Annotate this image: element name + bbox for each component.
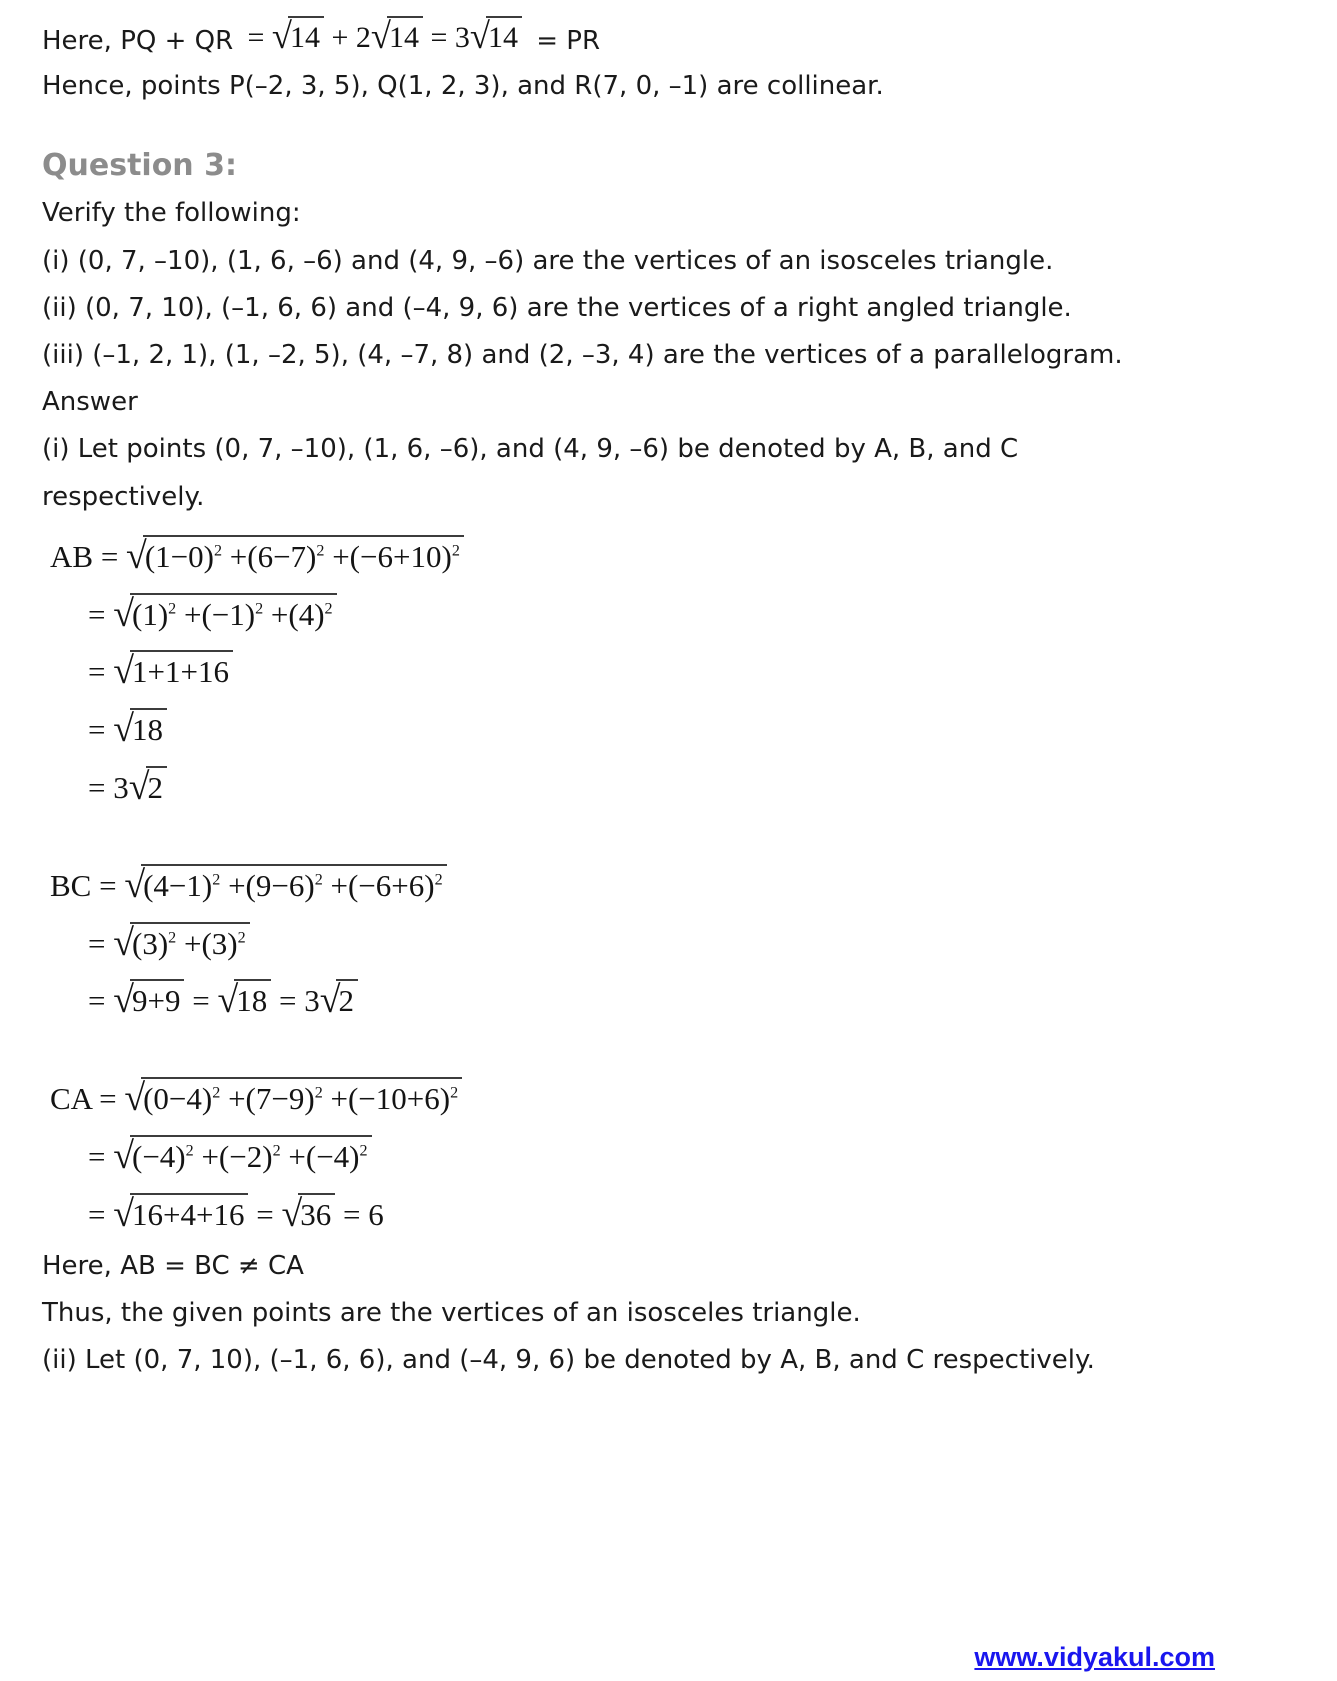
answer-label: Answer [42, 387, 138, 418]
conclusion-line-1: Here, AB = BC ≠ CA [42, 1250, 304, 1281]
radicand: 16+4+16 [130, 1193, 248, 1233]
sqrt-expression [126, 535, 464, 575]
equation-line: = √1+1+16 [88, 650, 1297, 690]
question-item-ii: (ii) (0, 7, 10), (–1, 6, 6) and (–4, 9, 6) are the vertices of a right angled triangle. [42, 292, 1072, 323]
radical-sign: √ [113, 650, 134, 693]
sqrt-expression [470, 16, 522, 56]
sqrt-expression [319, 979, 358, 1022]
radicand: 2 [336, 979, 358, 1019]
radicand: 18 [130, 708, 167, 748]
radical-sign: √ [124, 863, 146, 906]
radical-sign: √ [113, 921, 134, 964]
radical-sign: √ [281, 1192, 303, 1235]
superscript: 2 [359, 1142, 368, 1160]
sqrt-expression [217, 979, 271, 1022]
equation-line: AB = $√(1-0)^2 +(6-7)^2 +(-6+10)^2$ [50, 535, 1297, 575]
radicand: 9+9 [130, 979, 184, 1019]
radicand: $(3)^2 +(3)^2$ [130, 922, 250, 962]
sqrt-expression [124, 864, 446, 904]
equation-line: BC = $√(4-1)^2 +(9-6)^2 +(-6+6)^2$ [50, 864, 1297, 904]
equation-block-ab [50, 535, 1297, 806]
radical-sign: √ [113, 979, 134, 1022]
sqrt-expression [272, 16, 324, 56]
superscript: 2 [237, 929, 246, 947]
equation-line: = √16+4+16 = √36 = 6 [88, 1192, 384, 1235]
superscript: 2 [213, 542, 223, 560]
radicand: 36 [298, 1193, 335, 1233]
radical-sign: √ [370, 15, 391, 56]
equation-line: = $√(1)^2 +(-1)^2 +(4)^2$ [88, 593, 1297, 633]
superscript: 2 [314, 1084, 323, 1102]
equation-line: = 3√2 [88, 766, 1297, 806]
radicand: 14 [486, 16, 522, 56]
radical-sign: √ [217, 979, 239, 1022]
sqrt-expression [113, 708, 167, 751]
radical-sign: √ [113, 592, 134, 635]
equation-line: = √18 [88, 708, 1297, 748]
superscript: 2 [451, 542, 460, 560]
radicand: 14 [288, 16, 324, 56]
radical-sign: √ [113, 708, 134, 751]
sqrt-expression [113, 593, 336, 633]
radicand: 1+1+16 [130, 650, 233, 690]
superscript: 2 [212, 1084, 221, 1102]
superscript: 2 [168, 929, 177, 947]
radicand: 18 [234, 979, 271, 1019]
sqrt-expression [113, 1135, 371, 1175]
radical-sign: √ [469, 15, 490, 56]
radicand: $(1)^2 +(-1)^2 +(4)^2$ [130, 593, 337, 633]
answer-para-line-2: respectively. [42, 481, 205, 512]
equation-block-bc [50, 863, 1297, 1022]
sqrt-expression [124, 1077, 462, 1120]
intro-line-1-prefix: Here, PQ + QR [42, 26, 242, 56]
radical-sign: √ [124, 1077, 146, 1120]
sqrt-expression [113, 922, 249, 962]
question-intro: Verify the following: [42, 198, 301, 229]
sqrt-expression [371, 16, 423, 56]
sqrt-expression [281, 1193, 335, 1233]
radicand: 2 [146, 766, 168, 806]
superscript: 2 [314, 871, 323, 889]
equation-line: CA = $√(0-4)^2 +(7-9)^2 +(-10+6)^2$ [50, 1077, 1297, 1117]
radicand: 14 [387, 16, 423, 56]
radicand: $(0-4)^2 +(7-9)^2 +(-10+6)^2$ [141, 1077, 462, 1117]
conclusion-line-2: Thus, the given points are the vertices of an isosceles triangle. [42, 1297, 861, 1328]
equation-line: = $√(-4)^2 +(-2)^2 +(-4)^2$ [88, 1135, 1297, 1175]
answer-para-line-1: (i) Let points (0, 7, –10), (1, 6, –6), and (4, 9, –6) be denoted by A, B, and C [42, 434, 1019, 465]
radical-sign: √ [319, 979, 341, 1022]
sqrt-expression [113, 1193, 248, 1233]
equation-block-ca [50, 1077, 1297, 1235]
footer-link[interactable]: www.vidyakul.com [974, 1642, 1215, 1672]
question-heading: Question 3: [42, 148, 237, 184]
equation-line: = √9+9 = √18 = 3√2 [88, 979, 1297, 1019]
superscript: 2 [450, 1084, 459, 1102]
superscript: 2 [324, 600, 333, 618]
superscript: 2 [255, 600, 264, 618]
intro-line-2: Hence, points P(–2, 3, 5), Q(1, 2, 3), and R(7, 0, –1) are collinear. [42, 71, 884, 102]
superscript: 2 [434, 871, 443, 889]
equation-line: = $√(3)^2 +(3)^2$ [88, 922, 1297, 962]
intro-line-1 [42, 16, 1297, 57]
question-item-iii: (iii) (–1, 2, 1), (1, –2, 5), (4, –7, 8) and (2, –3, 4) are the vertices of a parallelogram. [42, 339, 1123, 370]
radical-sign: √ [271, 15, 292, 56]
conclusion-line-3: (ii) Let (0, 7, 10), (–1, 6, 6), and (–4, 9, 6) be denoted by A, B, and C respectively. [42, 1345, 1095, 1375]
radical-sign: √ [113, 1135, 134, 1177]
superscript: 2 [185, 1142, 194, 1160]
intro-line-1-suffix: = PR [527, 26, 601, 56]
question-item-i: (i) (0, 7, –10), (1, 6, –6) and (4, 9, –6) are the vertices of an isosceles triangle. [42, 245, 1054, 276]
superscript: 2 [316, 542, 325, 560]
superscript: 2 [212, 871, 221, 889]
sqrt-expression [113, 650, 233, 693]
sqrt-expression [129, 766, 167, 806]
sqrt-expression [113, 979, 184, 1022]
radicand: $(-4)^2 +(-2)^2 +(-4)^2$ [130, 1135, 372, 1175]
intro-line-1-math: = √14 + 2√14 = 3√14 [241, 21, 528, 54]
superscript: 2 [168, 600, 177, 618]
radicand: $(1-0)^2 +(6-7)^2 +(-6+10)^2$ [143, 535, 464, 575]
superscript: 2 [272, 1142, 281, 1160]
radical-sign: √ [113, 1192, 134, 1235]
radicand: $(4-1)^2 +(9-6)^2 +(-6+6)^2$ [141, 864, 447, 904]
radical-sign: √ [126, 534, 147, 577]
radical-sign: √ [128, 765, 150, 808]
